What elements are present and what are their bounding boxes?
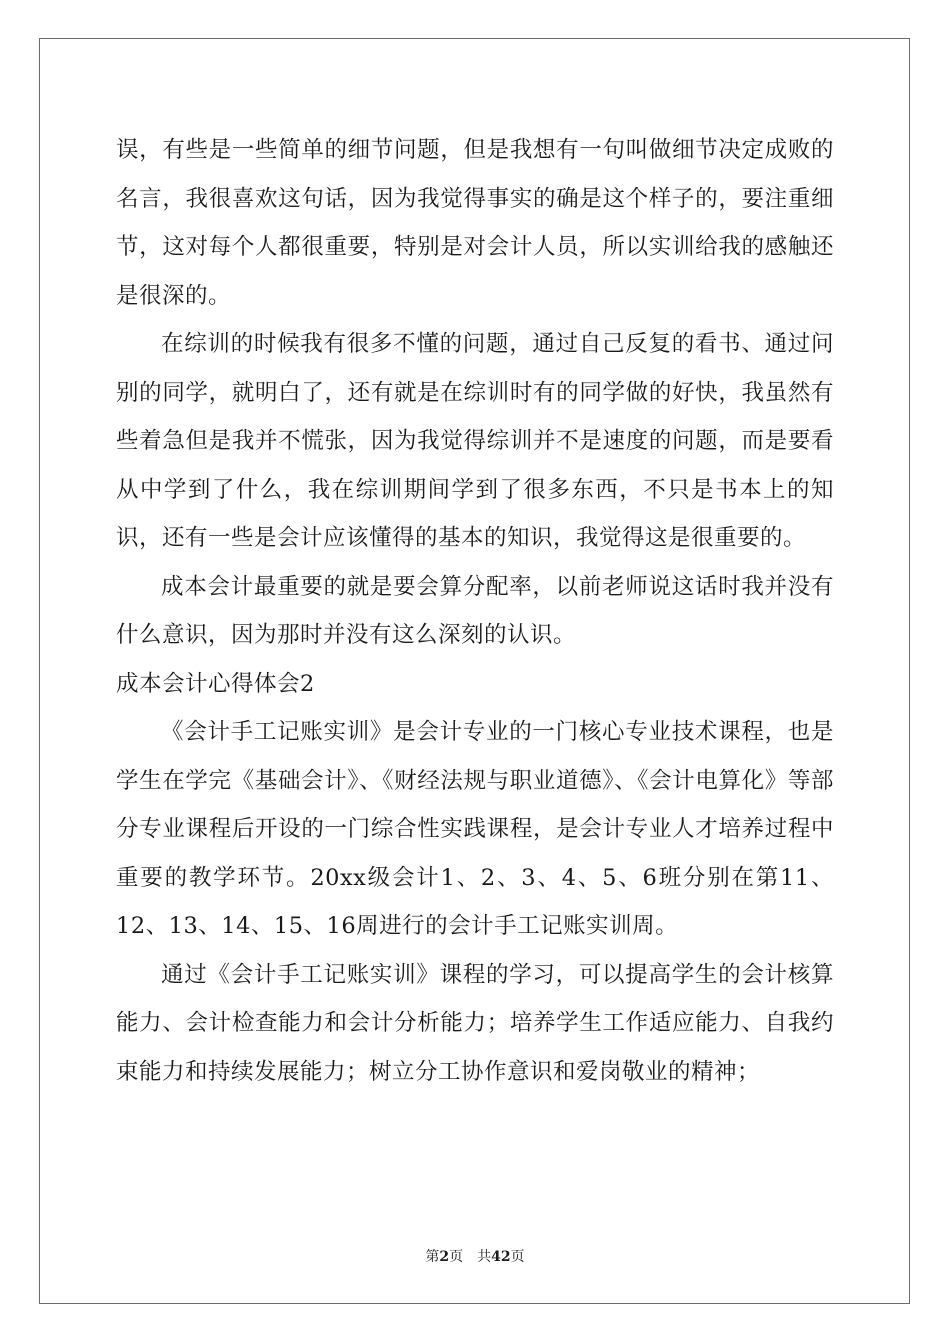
page-footer [0, 1246, 950, 1266]
paragraph-5: 通过《会计手工记账实训》课程的学习，可以提高学生的会计核算能力、会计检查能力和会计分析能力；培养学生工作适应能力、自我约束能力和持续发展能力；树立分工协作意识和爱岗敬业的精神； [116, 961, 834, 1085]
paragraph-4: 《会计手工记账实训》是会计专业的一门核心专业技术课程，也是学生在学完《基础会计》、《财经法规与职业道德》、《会计电算化》等部分专业课程后开设的一门综合性实践课程，是会计专业人才培养过程中重要的教学环节。20xx级会计1、2、3、4、5、6班分别在第11、12、13、14、15、16周进行的会计手工记账实训周。 [116, 719, 834, 939]
page-suffix: 页 [449, 1249, 464, 1265]
document-body [116, 126, 834, 1096]
paragraph-3: 成本会计最重要的就是要会算分配率，以前老师说这话时我并没有什么意识，因为那时并没有这么深刻的认识。 [116, 573, 834, 648]
paragraph-1: 误，有些是一些简单的细节问题，但是我想有一句叫做细节决定成败的名言，我很喜欢这句话，因为我觉得事实的确是这个样子的，要注重细节，这对每个人都很重要，特别是对会计人员，所以实训给我的感触还是很深的。 [116, 137, 834, 309]
page-current: 2 [439, 1249, 450, 1265]
page-prefix: 第 [425, 1249, 440, 1265]
total-suffix: 页 [510, 1249, 525, 1265]
total-prefix: 共 [477, 1249, 492, 1265]
section-heading: 成本会计心得体会2 [116, 670, 315, 697]
page-total: 42 [491, 1249, 511, 1265]
paragraph-2: 在综训的时候我有很多不懂的问题，通过自己反复的看书、通过问别的同学，就明白了，还有就是在综训时有的同学做的好快，我虽然有些着急但是我并不慌张，因为我觉得综训并不是速度的问题，而是要看从中学到了什么，我在综训期间学到了很多东西，不只是书本上的知识，还有一些是会计应该懂得的基本的知识，我觉得这是很重要的。 [116, 331, 834, 551]
